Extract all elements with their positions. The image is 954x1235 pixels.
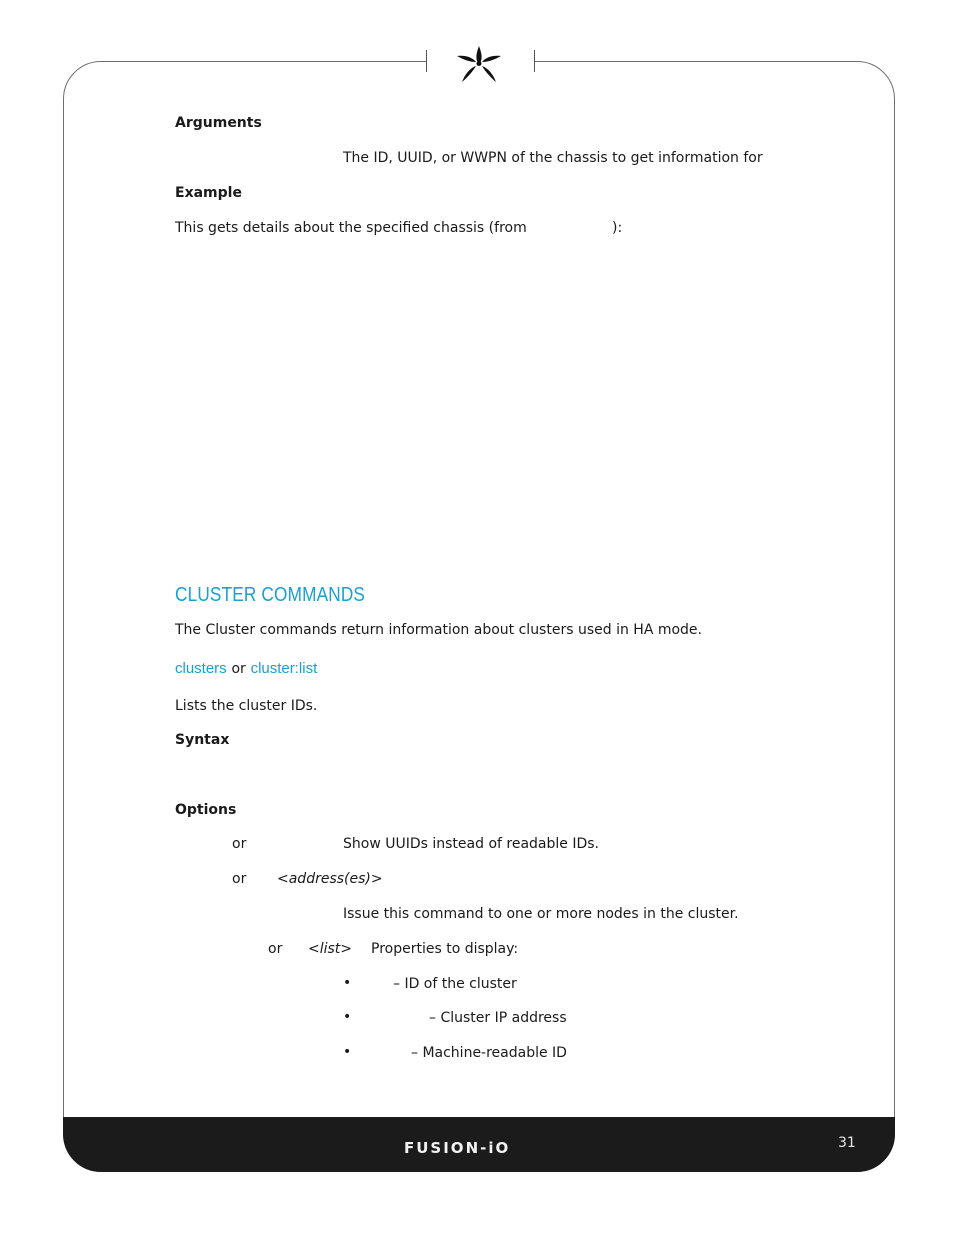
example-text: This gets details about the specified chassis (from	[175, 220, 527, 236]
clusters-command-or: or	[231, 661, 246, 677]
option-props-argument: <list>	[308, 941, 353, 957]
option-uuid-or: or	[232, 836, 247, 852]
example-text-end: ):	[612, 220, 623, 236]
options-heading: Options	[175, 802, 237, 818]
bullet-dot-icon: •	[343, 975, 352, 991]
fusion-io-star-logo-icon	[452, 42, 506, 86]
option-props-or: or	[268, 941, 283, 957]
arguments-description: The ID, UUID, or WWPN of the chassis to get information for	[343, 150, 763, 166]
property-bullet-2: – Cluster IP address	[429, 1010, 567, 1026]
frame-tick-left	[426, 50, 427, 72]
property-bullet-1: – ID of the cluster	[393, 976, 517, 992]
syntax-heading: Syntax	[175, 732, 230, 748]
clusters-command-heading	[175, 659, 317, 677]
frame-tick-right	[534, 50, 535, 72]
cluster-commands-intro: The Cluster commands return information about clusters used in HA mode.	[175, 622, 702, 638]
page-number: 31	[838, 1135, 856, 1151]
arguments-heading: Arguments	[175, 115, 262, 131]
option-props-description: Properties to display:	[371, 941, 519, 957]
fusion-io-wordmark-logo	[404, 1137, 554, 1157]
cluster-commands-heading: CLUSTER COMMANDS	[175, 584, 366, 606]
svg-text:FUSION-iO: FUSION-iO	[404, 1139, 511, 1157]
clusters-command-name: clusters	[175, 660, 227, 677]
option-node-argument: <address(es)>	[277, 871, 383, 887]
property-bullet-3: – Machine-readable ID	[411, 1045, 567, 1061]
cluster-list-command-name: cluster:list	[250, 660, 318, 677]
clusters-command-description: Lists the cluster IDs.	[175, 698, 318, 714]
example-heading: Example	[175, 185, 242, 201]
option-node-or: or	[232, 871, 247, 887]
bullet-dot-icon: •	[343, 1044, 352, 1060]
option-uuid-description: Show UUIDs instead of readable IDs.	[343, 836, 599, 852]
option-node-description: Issue this command to one or more nodes in the cluster.	[343, 906, 739, 922]
bullet-dot-icon: •	[343, 1009, 352, 1025]
